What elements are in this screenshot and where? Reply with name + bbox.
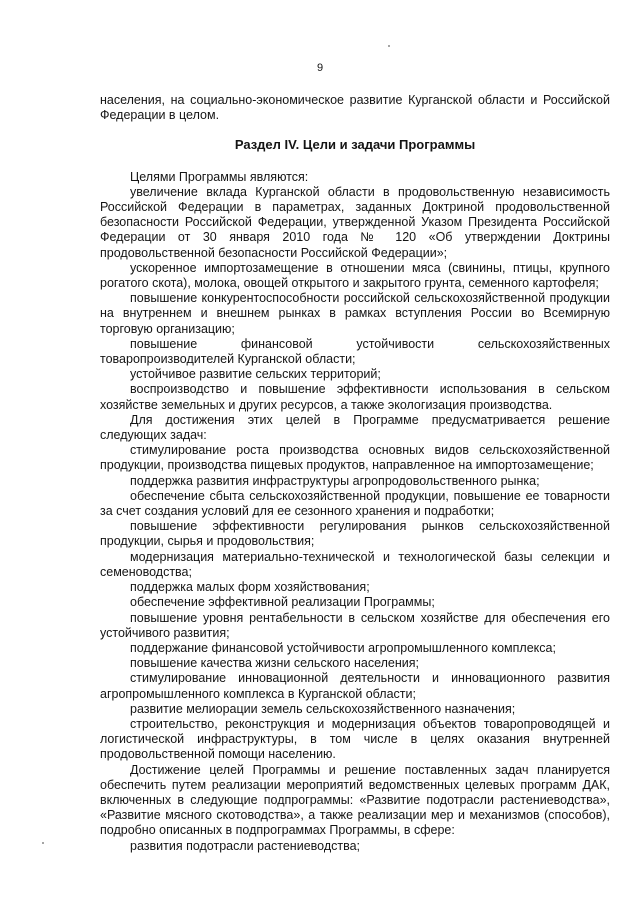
goal-word: сельскохозяйственных — [477, 336, 610, 351]
task-item: поддержание финансовой устойчивости агропромышленного комплекса; — [130, 640, 556, 655]
goal-word: финансовой — [240, 336, 313, 351]
task-item: обеспечение эффективной реализации Программы; — [130, 595, 435, 610]
goal-item: устойчивое развитие сельских территорий; — [130, 367, 381, 382]
goals-intro: Целями Программы являются: — [130, 169, 309, 184]
task-item: стимулирование инновационной деятельности и инновационного развития агропромышленного комплекса в Курганской области; — [100, 671, 610, 701]
goal-item: увеличение вклада Курганской области в продовольственную независимость Российской Федерации в параметрах, заданных Доктриной продовольственной безопасности Российской Федерации, утвержденной Указом Президента Российской Федерации от 30 января 2010 года № 120 «Об утверждении Доктрины продовольственной безопасности Российской Федерации»; — [100, 184, 610, 260]
document-body — [100, 93, 610, 854]
section-heading: Раздел IV. Цели и задачи Программы — [234, 137, 476, 153]
task-item: развитие мелиорации земель сельскохозяйственного назначения; — [130, 701, 516, 716]
scan-speck — [42, 842, 44, 844]
goal-word: повышение — [130, 336, 198, 351]
page-number: 9 — [316, 62, 324, 74]
task-item: модернизация материально-технической и технологической базы селекции и семеноводства; — [100, 549, 610, 579]
scan-speck — [388, 45, 390, 47]
closing-paragraph: Достижение целей Программы и решение поставленных задач планируется обеспечить путем реализации мероприятий ведомственных целевых программ ДАК, включенных в следующие подпрограммы: «Развитие подотрасли растениеводства», «Развитие мясного скотоводства», а также реализации мер и механизмов (способов), подробно описанных в подпрограммах Программы, в сфере: — [100, 762, 610, 838]
task-item: стимулирование роста производства основных видов сельскохозяйственной продукции, производства пищевых продуктов, направленное на импортозамещение; — [100, 443, 610, 473]
task-item: повышение уровня рентабельности в сельском хозяйстве для обеспечения его устойчивого развития; — [100, 610, 610, 640]
task-item: обеспечение сбыта сельскохозяйственной продукции, повышение ее товарности за счет создания условий для ее сезонного хранения и подработки; — [100, 488, 610, 519]
intro-paragraph: населения, на социально-экономическое развитие Курганской области и Российской Федерации в целом. — [100, 93, 610, 123]
goal-item: ускоренное импортозамещение в отношении мяса (свинины, птицы, крупного рогатого скота), молока, овощей открытого и закрытого грунта, семенного картофеля; — [100, 260, 610, 291]
task-item: поддержка малых форм хозяйствования; — [130, 580, 370, 595]
task-item: строительство, реконструкция и модернизация объектов товаропроводящей и логистической инфраструктуры, в том числе в целях оказания внутренней продовольственной помощи населению. — [100, 716, 610, 762]
task-item: повышение качества жизни сельского населения; — [130, 656, 419, 671]
last-list-item: развития подотрасли растениеводства; — [130, 838, 361, 853]
task-item: поддержка развития инфраструктуры агропродовольственного рынка; — [130, 473, 540, 488]
goal-word: устойчивости — [356, 336, 435, 351]
goal-item: повышение конкурентоспособности российской сельскохозяйственной продукции на внутреннем и внешнем рынках в рамках вступления России во Всемирную торговую организацию; — [100, 291, 610, 336]
tasks-intro: Для достижения этих целей в Программе предусматривается решение следующих задач: — [100, 412, 610, 443]
task-item: повышение эффективности регулирования рынков сельскохозяйственной продукции, сырья и продовольствия; — [100, 519, 610, 549]
goal-item-continuation: товаропроизводителей Курганской области; — [100, 352, 356, 367]
goal-item: воспроизводство и повышение эффективности использования в сельском хозяйстве земельных и других ресурсов, а также экологизация производства. — [100, 382, 610, 412]
goal-item-split-line — [100, 337, 610, 352]
